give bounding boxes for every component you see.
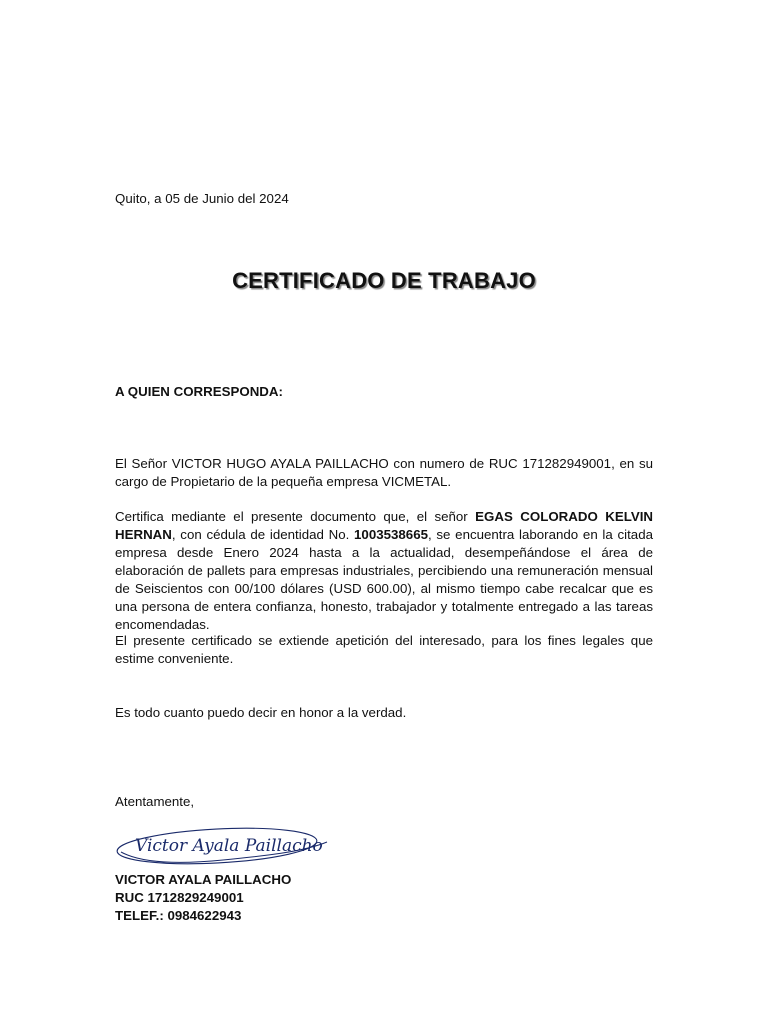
signer-phone: TELEF.: 0984622943: [115, 908, 242, 923]
salutation: A QUIEN CORRESPONDA:: [115, 384, 283, 399]
signer-ruc: RUC 1712829249001: [115, 890, 244, 905]
handwritten-signature: [113, 822, 335, 868]
paragraph-text: , se encuentra laborando en la citada empresa desde Enero 2024 hasta a la actualidad, desempeñándose el área de elaboración de pallets para empresas industriales, percibiendo una remuneración mensual de Seiscientos con 00/100 dólares (USD 600.00), al mismo tiempo cabe recalcar que es una persona de entera confianza, honesto, trabajador y totalmente entregado a las tareas encomendadas.: [115, 527, 653, 632]
date-line: Quito, a 05 de Junio del 2024: [115, 191, 289, 206]
signer-name: VICTOR AYALA PAILLACHO: [115, 872, 292, 887]
paragraph-employer: El Señor VICTOR HUGO AYALA PAILLACHO con numero de RUC 171282949001, en su cargo de Propietario de la pequeña empresa VICMETAL.: [115, 456, 653, 489]
employee-name: EGAS COLORADO KELVIN HERNAN: [115, 509, 653, 542]
signature-text: Victor Ayala Paillacho: [135, 836, 323, 856]
id-number: 1003538665: [354, 527, 428, 542]
paragraph-closing-statement: Es todo cuanto puedo decir en honor a la verdad.: [115, 705, 407, 720]
paragraph-text: Certifica mediante el presente documento que, el señor: [115, 509, 476, 524]
paragraph-purpose: El presente certificado se extiende apetición del interesado, para los fines legales que estime conveniente.: [115, 633, 653, 666]
closing-greeting: Atentamente,: [115, 794, 195, 809]
paragraph-text: , con cédula de identidad No.: [171, 527, 355, 542]
signer-block: [115, 871, 291, 925]
paragraph-certification: [115, 508, 653, 634]
document-title: CERTIFICADO DE TRABAJO: [232, 268, 536, 293]
